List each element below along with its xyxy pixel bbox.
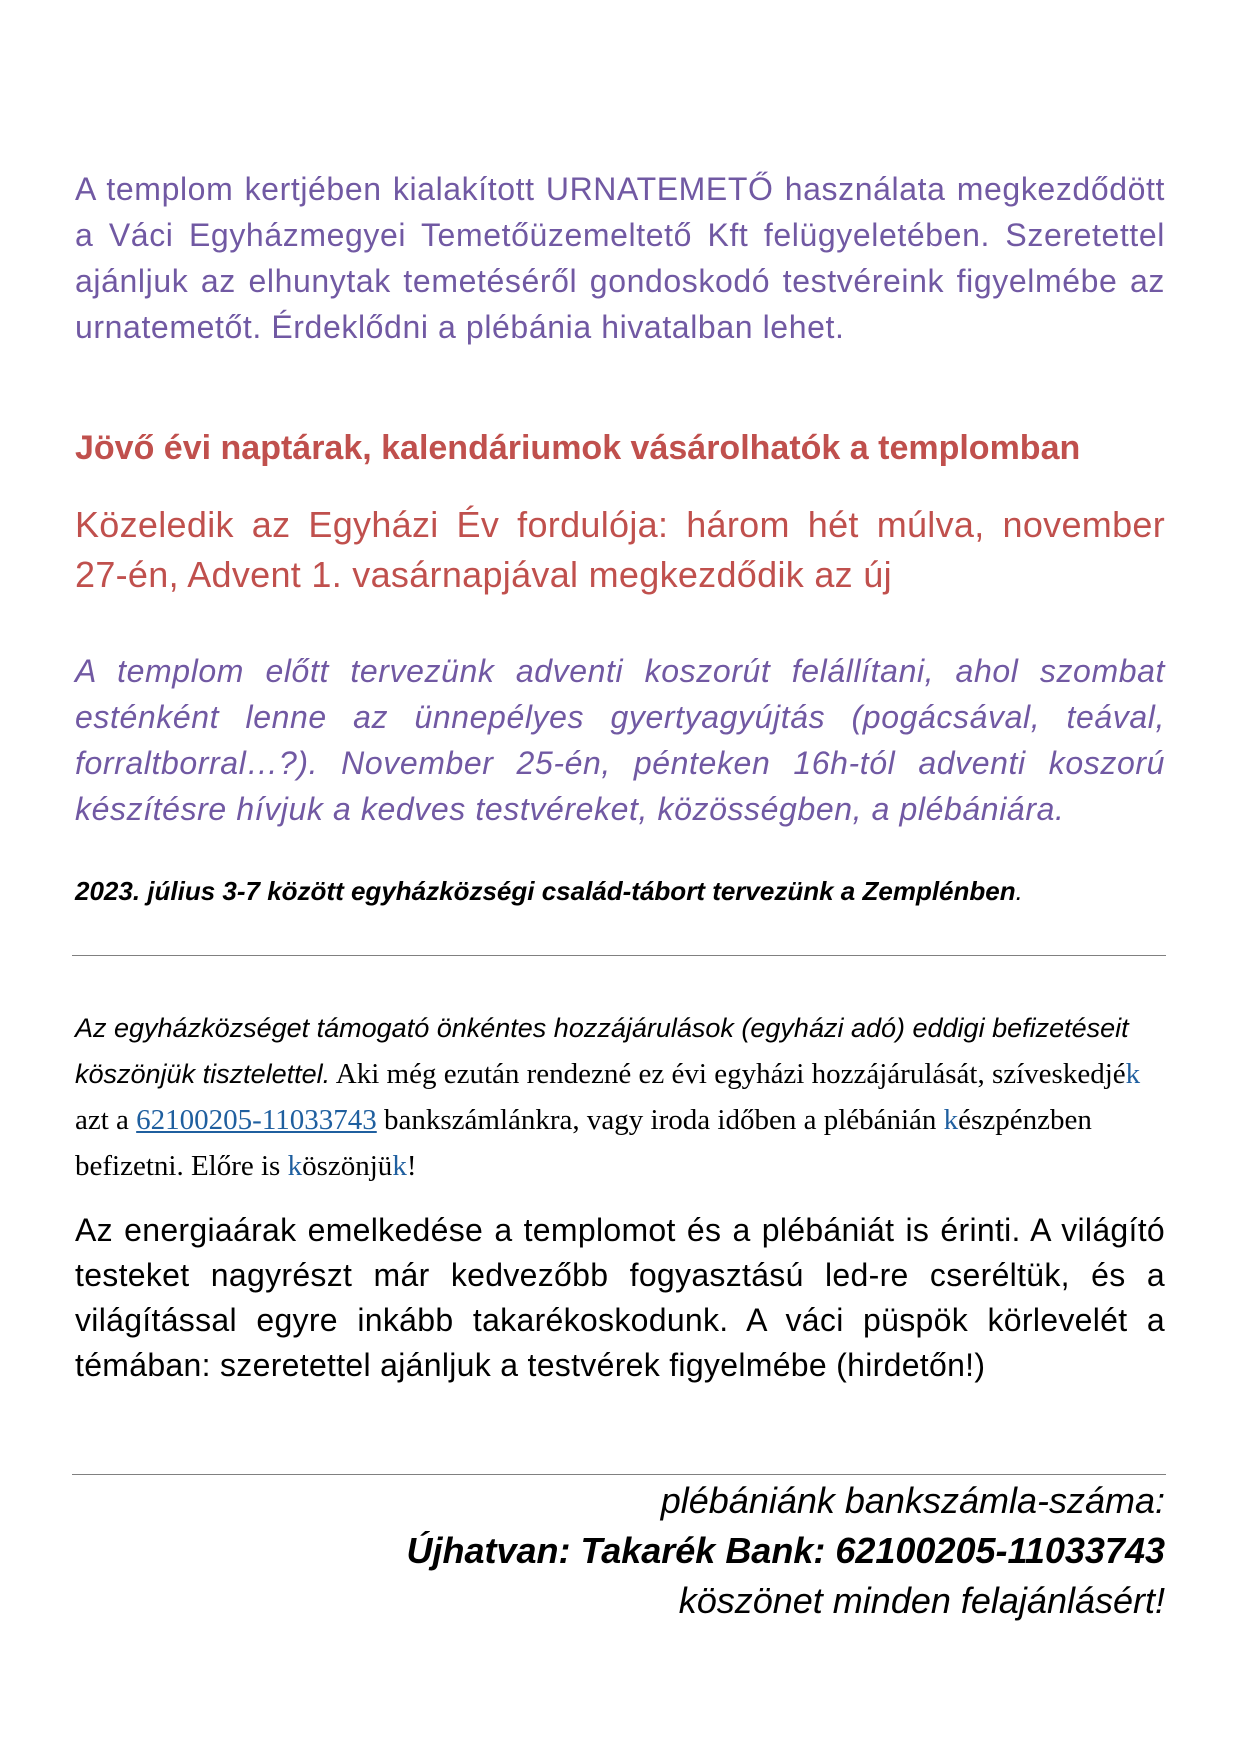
divider bbox=[72, 955, 1166, 956]
donation-k-3: k bbox=[287, 1150, 303, 1182]
donation-thanks-text: Az egyházközséget támogató önkéntes hozzájárulások (egyházi adó) eddigi befizetéseit köszönjük tisztelettel. bbox=[75, 1013, 1129, 1089]
energy-prices-announcement: Az energiaárak emelkedése a templomot és a plébániát is érinti. A világító testeket nagyrészt már kedvezőbb fogyasztású led-re cseréltük, és a világítással egyre inkább takarékoskodunk. A váci püspök körlevelét a témában: szeretettel ajánljuk a testvérek figyelmébe (hirdetőn!) bbox=[75, 1212, 1165, 1383]
urnatemeto-announcement: A templom kertjében kialakított URNATEMETŐ használata megkezdődött a Váci Egyházmegyei Temetőüzemeltető Kft felügyeletében. Szeretettel ajánljuk az elhunytak temetéséről gondoskodó testvéreink figyelmébe az urnatemetőt. Érdeklődni a plébánia hivatalban lehet. bbox=[75, 171, 1165, 345]
bank-account-link[interactable]: 62100205-11033743 bbox=[136, 1104, 377, 1136]
donation-text-1: Aki még ezután rendezné ez évi egyházi hozzájárulását, szíveskedjé bbox=[330, 1058, 1126, 1090]
donation-text-5: öszönjü bbox=[302, 1150, 393, 1182]
divider bbox=[72, 1474, 1166, 1475]
advent-wreath-announcement: A templom előtt tervezünk adventi koszorút felállítani, ahol szombat esténként lenne az ünnepélyes gyertyagyújtás (pogácsával, teával, forraltborral…?). November 25-én, pénteken 16h-tól adventi koszorú készítésre hívjuk a kedves testvéreket, közösségben, a plébániára. bbox=[75, 653, 1165, 827]
family-camp-announcement bbox=[75, 874, 1165, 908]
donation-k-2: k bbox=[943, 1104, 959, 1136]
thanks-line: köszönet minden felajánlásért! bbox=[678, 1580, 1165, 1621]
donation-k-4: k bbox=[392, 1150, 407, 1182]
donation-k-1: k bbox=[1125, 1058, 1141, 1090]
donation-text-3: bankszámlánkra, vagy iroda időben a plébánián bbox=[376, 1104, 944, 1136]
church-year-announcement: Közeledik az Egyházi Év fordulója: három hét múlva, november 27-én, Advent 1. vasárnapjával megkezdődik az új bbox=[75, 504, 1165, 595]
donation-text-2: azt a bbox=[75, 1104, 137, 1136]
calendar-sale-heading: Jövő évi naptárak, kalendáriumok vásárolhatók a templomban bbox=[75, 429, 1081, 467]
family-camp-period: . bbox=[1015, 876, 1023, 906]
bank-account-number: Újhatvan: Takarék Bank: 62100205-11033743 bbox=[406, 1530, 1165, 1571]
bank-account-footer bbox=[75, 1476, 1165, 1626]
donation-paragraph bbox=[75, 1005, 1165, 1189]
family-camp-text: 2023. július 3-7 között egyházközségi család-tábort tervezünk a Zemplénben bbox=[75, 876, 1016, 906]
donation-text-6: ! bbox=[406, 1150, 417, 1182]
bank-account-label: plébániánk bankszámla-száma: bbox=[660, 1480, 1165, 1521]
donation-text-4: észpénzben befizetni. Előre is bbox=[75, 1104, 1092, 1182]
